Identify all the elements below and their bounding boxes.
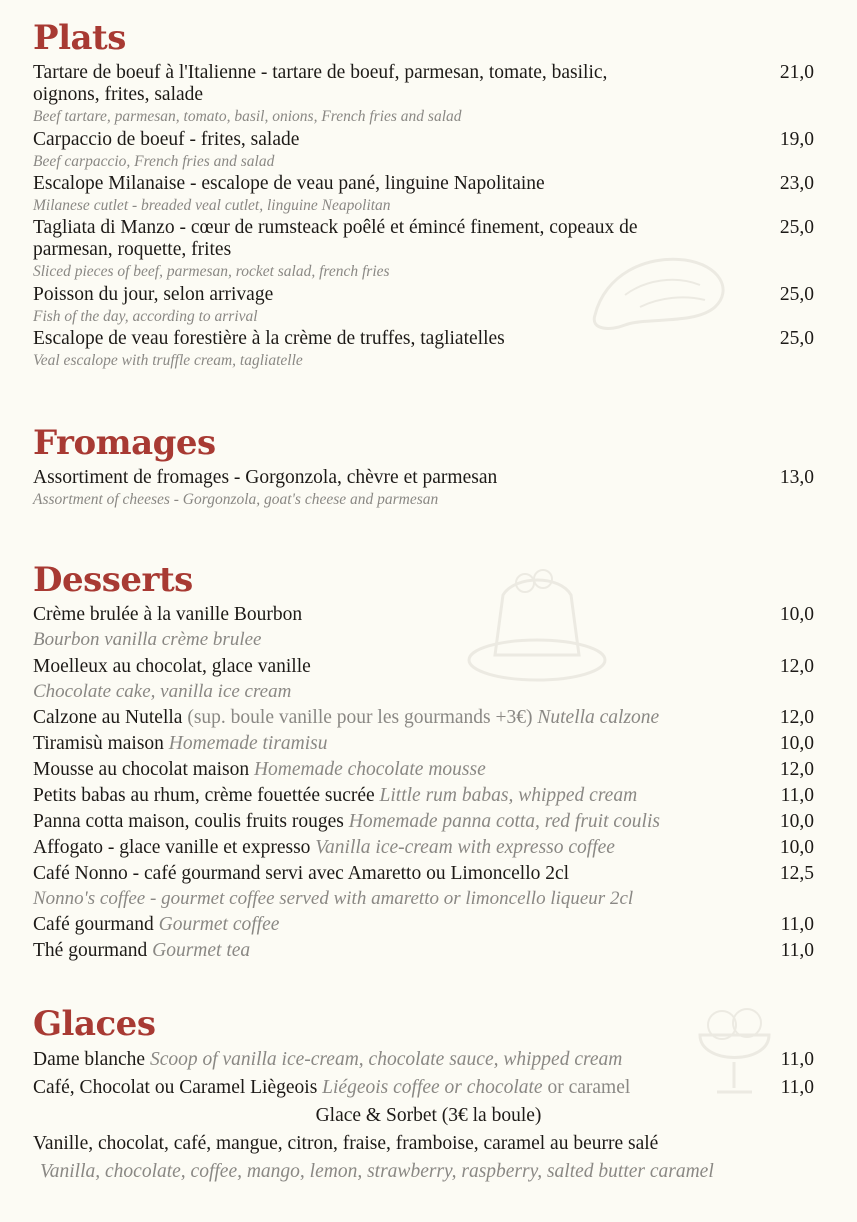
item-price: 25,0 — [779, 328, 814, 349]
item-name: Mousse au chocolat maison — [33, 759, 250, 780]
menu-item — [33, 731, 818, 757]
item-name: Café, Chocolat ou Caramel Liègeois — [33, 1077, 318, 1098]
item-price: 10,0 — [779, 604, 814, 625]
item-price: 11,0 — [780, 785, 814, 806]
item-translation: Milanese cutlet - breaded veal cutlet, linguine Neapolitan — [33, 197, 391, 214]
item-price: 11,0 — [780, 940, 814, 961]
item-price: 12,0 — [779, 707, 814, 728]
item-name: Tiramisù maison — [33, 733, 164, 754]
menu-item — [33, 654, 818, 704]
item-translation: Beef carpaccio, French fries and salad — [33, 153, 275, 170]
section-title-glaces: Glaces — [33, 1004, 156, 1044]
item-extra: (sup. boule vanille pour les gourmands +3€) — [187, 707, 533, 728]
item-translation: Chocolate cake, vanilla ice cream — [33, 681, 292, 702]
item-translation: Gourmet tea — [152, 940, 251, 961]
menu-item — [33, 62, 818, 127]
item-name: Dame blanche — [33, 1049, 146, 1070]
item-name: Tagliata di Manzo - cœur de rumsteack poêlé et émincé finement, copeaux de parmesan, roquette, frites — [33, 217, 638, 260]
item-name: Petits babas au rhum, crème fouettée sucrée — [33, 785, 375, 806]
item-name: Thé gourmand — [33, 940, 148, 961]
item-price: 11,0 — [780, 1077, 814, 1098]
flavours-translation: Vanilla, chocolate, coffee, mango, lemon, strawberry, raspberry, salted butter caramel — [40, 1161, 714, 1182]
menu-item — [33, 705, 818, 731]
item-name: Assortiment de fromages - Gorgonzola, chèvre et parmesan — [33, 467, 498, 488]
menu-item — [33, 835, 818, 861]
item-name: Escalope de veau forestière à la crème de truffes, tagliatelles — [33, 328, 505, 349]
menu-item — [33, 938, 818, 964]
menu-item — [33, 217, 818, 282]
item-translation-tail: or caramel — [547, 1077, 631, 1098]
item-name: Tartare de boeuf à l'Italienne - tartare de boeuf, parmesan, tomate, basilic, oignons, frites, salade — [33, 62, 608, 105]
item-translation: Beef tartare, parmesan, tomato, basil, onions, French fries and salad — [33, 108, 462, 125]
menu-item — [33, 284, 818, 327]
item-translation: Little rum babas, whipped cream — [379, 785, 638, 806]
item-translation: Nonno's coffee - gourmet coffee served with amaretto or limoncello liqueur 2cl — [33, 888, 634, 909]
item-price: 19,0 — [779, 129, 814, 150]
item-name: Moelleux au chocolat, glace vanille — [33, 656, 311, 677]
menu-item — [33, 809, 818, 835]
item-translation: Vanilla ice-cream with expresso coffee — [315, 837, 615, 858]
item-price: 12,5 — [779, 863, 814, 884]
section-title-plats: Plats — [33, 18, 126, 58]
section-title-desserts: Desserts — [33, 560, 193, 600]
item-name: Panna cotta maison, coulis fruits rouges — [33, 811, 344, 832]
menu-item — [33, 861, 818, 911]
flavours: Vanille, chocolat, café, mangue, citron, fraise, framboise, caramel au beurre salé — [33, 1133, 659, 1154]
item-translation: Scoop of vanilla ice-cream, chocolate sauce, whipped cream — [149, 1049, 623, 1070]
menu-item — [33, 783, 818, 809]
item-price: 10,0 — [779, 811, 814, 832]
menu-item — [33, 1075, 818, 1101]
item-name: Café gourmand — [33, 914, 154, 935]
menu-item — [33, 602, 818, 652]
scoop-heading — [0, 1103, 857, 1129]
item-translation: Veal escalope with truffle cream, tagliatelle — [33, 352, 303, 369]
item-translation: Homemade tiramisu — [168, 733, 328, 754]
item-translation: Assortment of cheeses - Gorgonzola, goat's cheese and parmesan — [33, 491, 439, 508]
item-translation: Bourbon vanilla crème brulee — [33, 629, 262, 650]
menu-item — [33, 912, 818, 938]
scoop-title: Glace & Sorbet — [315, 1105, 437, 1126]
item-translation: Gourmet coffee — [158, 914, 280, 935]
scoop-price: (3€ la boule) — [441, 1105, 542, 1126]
item-name: Affogato - glace vanille et expresso — [33, 837, 311, 858]
item-price: 12,0 — [779, 759, 814, 780]
menu-item — [33, 129, 818, 172]
item-price: 11,0 — [780, 1049, 814, 1070]
item-name: Café Nonno - café gourmand servi avec Amaretto ou Limoncello 2cl — [33, 863, 570, 884]
menu-item — [33, 173, 818, 216]
item-name: Escalope Milanaise - escalope de veau pané, linguine Napolitaine — [33, 173, 545, 194]
flavours-list — [33, 1131, 818, 1157]
item-translation: Homemade chocolate mousse — [253, 759, 486, 780]
item-name: Carpaccio de boeuf - frites, salade — [33, 129, 300, 150]
item-translation: Sliced pieces of beef, parmesan, rocket salad, french fries — [33, 263, 390, 280]
item-translation: Liégeois coffee or chocolate — [322, 1077, 543, 1098]
menu-item — [33, 328, 818, 371]
flavours-translation-row — [40, 1159, 825, 1185]
item-price: 12,0 — [779, 656, 814, 677]
menu-item — [33, 1047, 818, 1073]
section-title-fromages: Fromages — [33, 423, 216, 463]
item-translation: Fish of the day, according to arrival — [33, 308, 258, 325]
item-name: Crème brulée à la vanille Bourbon — [33, 604, 303, 625]
item-name: Poisson du jour, selon arrivage — [33, 284, 274, 305]
item-price: 13,0 — [779, 467, 814, 488]
item-translation: Homemade panna cotta, red fruit coulis — [348, 811, 660, 832]
item-price: 21,0 — [779, 62, 814, 83]
item-price: 11,0 — [780, 914, 814, 935]
item-price: 25,0 — [779, 284, 814, 305]
item-price: 10,0 — [779, 733, 814, 754]
menu-item — [33, 467, 818, 510]
menu-item — [33, 757, 818, 783]
item-price: 10,0 — [779, 837, 814, 858]
item-price: 25,0 — [779, 217, 814, 238]
item-name: Calzone au Nutella — [33, 707, 183, 728]
item-price: 23,0 — [779, 173, 814, 194]
item-translation: Nutella calzone — [537, 707, 660, 728]
